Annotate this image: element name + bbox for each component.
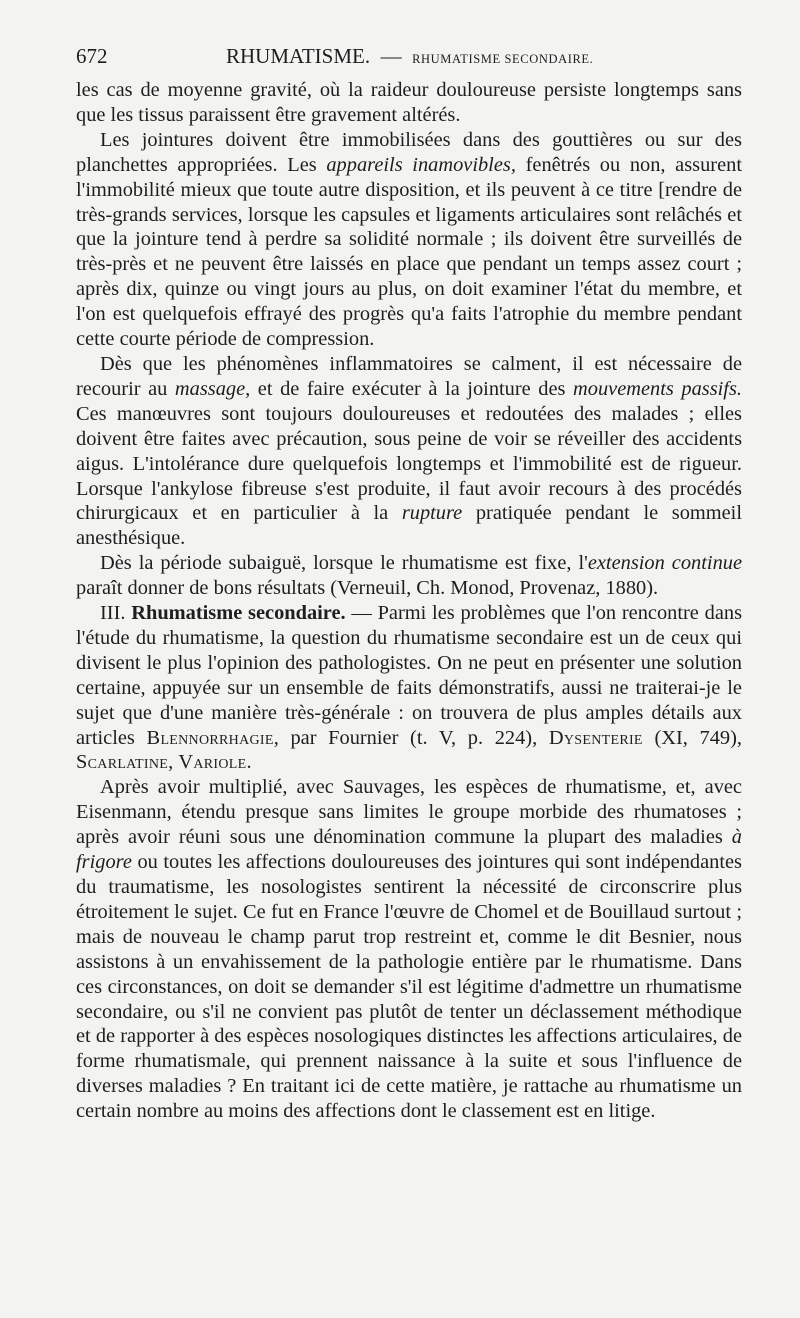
text-run: , par Fournier (t. V, p. 224), [273, 726, 549, 749]
text-run: — Parmi les problèmes que l'on rencontre dans l'étude du rhumatisme, la question du rhumatisme secondaire est un de ceux qui divisent le plus l'opinion des pathologistes. On ne peut en présenter une solution certaine, appuyée sur un ensemble de faits démonstratifs, aussi ne traiterai-je le sujet que d'une manière très-générale : on trouvera de plus amples détails aux articles [76, 602, 742, 749]
text-run: Les jointures doivent être immobilisées dans des gouttières ou sur des planchettes appropriées. Les [76, 128, 742, 176]
body-text [76, 78, 742, 1124]
page-number: 672 [76, 44, 108, 68]
text-run: Ces manœuvres sont toujours douloureuses et redoutées des malades ; elles doivent être faites avec précaution, sous peine de voir se réveiller des accidents aigus. L'intolérance dure quelquefois longtemps et l'immobilité est de rigueur. Lorsque l'ankylose fibreuse s'est produite, il faut avoir recours à des procédés chirurgicaux et en particulier à la [76, 402, 742, 525]
text-run: (XI, 749), [642, 726, 742, 749]
running-header [76, 44, 742, 70]
paragraph [76, 775, 742, 1124]
text-run: Après avoir multiplié, avec Sauvages, les espèces de rhumatisme, et, avec Eisenmann, étendu presque sans limites le groupe morbide des rhumatoses ; après avoir réuni sous une dénomination commune la plupart des maladies [76, 776, 742, 849]
text-run: fenêtrés ou non, assurent l'immobilité mieux que toute autre disposition, et ils peuvent à ce titre [rendre de très-grands services, lorsque les capsules et ligaments articulaires sont relâchés et que la jointure tend à perdre sa solidité normale ; ils doivent être surveillés de très-près et ne peuvent être laissés en place que pendant un temps assez court ; après dix, quinze ou vingt jours au plus, on doit examiner l'état du membre, et l'on est quelquefois effrayé des progrès qu'a faits l'atrophie du membre pendant cette courte période de compression. [76, 153, 742, 351]
running-title-sub: RHUMATISME SECONDAIRE. [412, 52, 594, 66]
article-reference: Variole [178, 751, 247, 774]
italic-text: rupture [401, 502, 463, 525]
text-run: ou toutes les affections douloureuses des jointures qui sont indépendantes du traumatisme, les nosologistes sentirent la nécessité de circonscrire plus étroitement le sujet. Ce fut en France l'œuvre de Chomel et de Bouillaud surtout ; mais de nouveau le champ parut trop restreint et, comme le dit Besnier, nous assistons à un envahissement de la pathologie entière par le rhumatisme. Dans ces circonstances, on doit se demander s'il est légitime d'admettre un rhumatisme secondaire, ou s'il ne convient pas plutôt de tenter un déclassement méthodique et de rapporter à des espèces nosologiques distinctes les affections articulaires, de forme rhumatismale, qui prennent naissance à la suite et sous l'influence de diverses maladies ? En traitant ici de cette matière, je rattache au rhumatisme un certain nombre au moins des affections dont le classement est en litige. [76, 851, 742, 1123]
text-run: Dès que les phénomènes inflammatoires se calment, il est nécessaire de recourir au [76, 352, 742, 400]
text-run: III. [100, 602, 132, 625]
text-run: les cas de moyenne gravité, où la raideur douloureuse persiste longtemps sans que les tissus paraissent être gravement altérés. [76, 79, 742, 126]
section-heading: Rhumatisme secondaire. [131, 602, 346, 625]
article-reference: Scarlatine [76, 751, 169, 774]
article-reference: Dysenterie [548, 726, 643, 749]
running-title-main: RHUMATISME. [226, 44, 371, 68]
paragraph [76, 352, 742, 551]
italic-text: appareils inamovibles, [326, 153, 516, 176]
italic-text: massage, [174, 377, 251, 400]
text-run: et de faire exécuter à la jointure des [250, 377, 574, 400]
paragraph [76, 601, 742, 775]
paragraph [76, 78, 742, 128]
text-run: pratiquée pendant le sommeil anesthésique. [76, 502, 743, 550]
italic-text: extension continue [587, 552, 743, 575]
text-run: . [246, 751, 252, 774]
paragraph [76, 128, 742, 352]
italic-text: à frigore [76, 826, 742, 874]
text-run: Dès la période subaiguë, lorsque le rhumatisme est fixe, l' [100, 552, 588, 575]
italic-text: mouvements passifs. [573, 377, 743, 400]
text-run: , [168, 751, 179, 774]
article-reference: Blennorrhagie [146, 726, 274, 749]
running-title-separator: — [380, 44, 402, 68]
text-run: paraît donner de bons résultats (Verneuil, Ch. Monod, Provenaz, 1880). [76, 577, 659, 600]
running-title [226, 44, 593, 69]
paragraph [76, 551, 742, 601]
